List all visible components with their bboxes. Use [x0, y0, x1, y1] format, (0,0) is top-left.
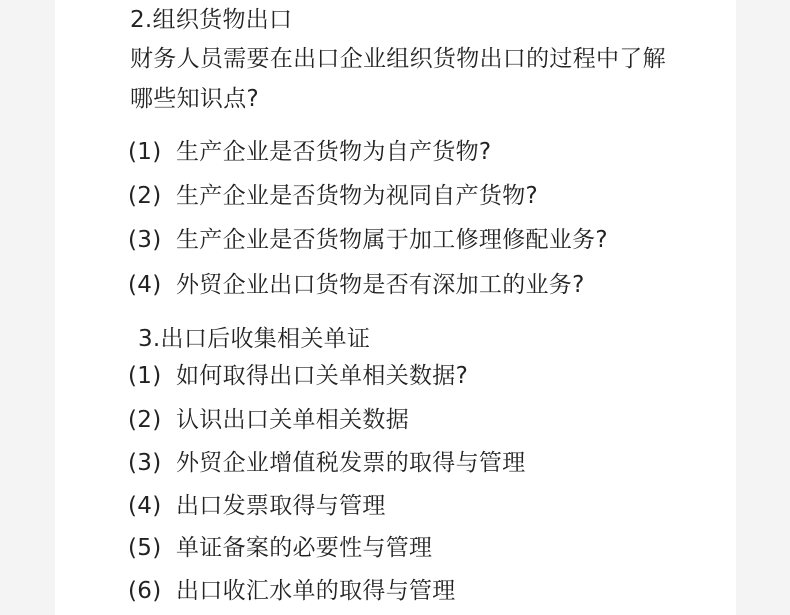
- list-item-number: (4): [128, 493, 162, 519]
- list-item-text: 外贸企业出口货物是否有深加工的业务?: [176, 272, 585, 298]
- list-item-number: (1): [128, 139, 162, 165]
- list-item: [128, 492, 386, 520]
- list-item-text: 外贸企业增值税发票的取得与管理: [176, 450, 526, 476]
- list-item-text: 生产企业是否货物为视同自产货物?: [176, 183, 539, 209]
- list-item-text: 如何取得出口关单相关数据?: [176, 363, 469, 389]
- list-item-number: (2): [128, 407, 162, 433]
- list-item: [128, 577, 456, 605]
- list-item: [128, 138, 491, 166]
- list-item-text: 生产企业是否货物为自产货物?: [176, 139, 492, 165]
- section-3-heading: 3.出口后收集相关单证: [138, 326, 371, 352]
- list-item-number: (2): [128, 183, 162, 209]
- list-item-number: (4): [128, 272, 162, 298]
- list-item: [128, 534, 432, 562]
- list-item: [128, 271, 585, 299]
- list-item-text: 出口收汇水单的取得与管理: [176, 578, 456, 604]
- document-page: [55, 0, 736, 615]
- list-item-number: (1): [128, 363, 162, 389]
- list-item-text: 单证备案的必要性与管理: [176, 535, 433, 561]
- list-item-number: (6): [128, 578, 162, 604]
- list-item: [128, 226, 608, 254]
- list-item-text: 出口发票取得与管理: [176, 493, 386, 519]
- list-item: [128, 406, 409, 434]
- list-item-text: 认识出口关单相关数据: [176, 407, 409, 433]
- list-item: [128, 362, 468, 390]
- list-item: [128, 449, 526, 477]
- list-item-text: 生产企业是否货物属于加工修理修配业务?: [176, 227, 608, 253]
- section-2-intro-line-2: 哪些知识点?: [130, 86, 260, 112]
- list-item-number: (3): [128, 227, 162, 253]
- section-2-intro-line-1: 财务人员需要在出口企业组织货物出口的过程中了解: [130, 46, 666, 72]
- list-item: [128, 182, 538, 210]
- section-2-heading: 2.组织货物出口: [130, 7, 293, 33]
- list-item-number: (3): [128, 450, 162, 476]
- list-item-number: (5): [128, 535, 162, 561]
